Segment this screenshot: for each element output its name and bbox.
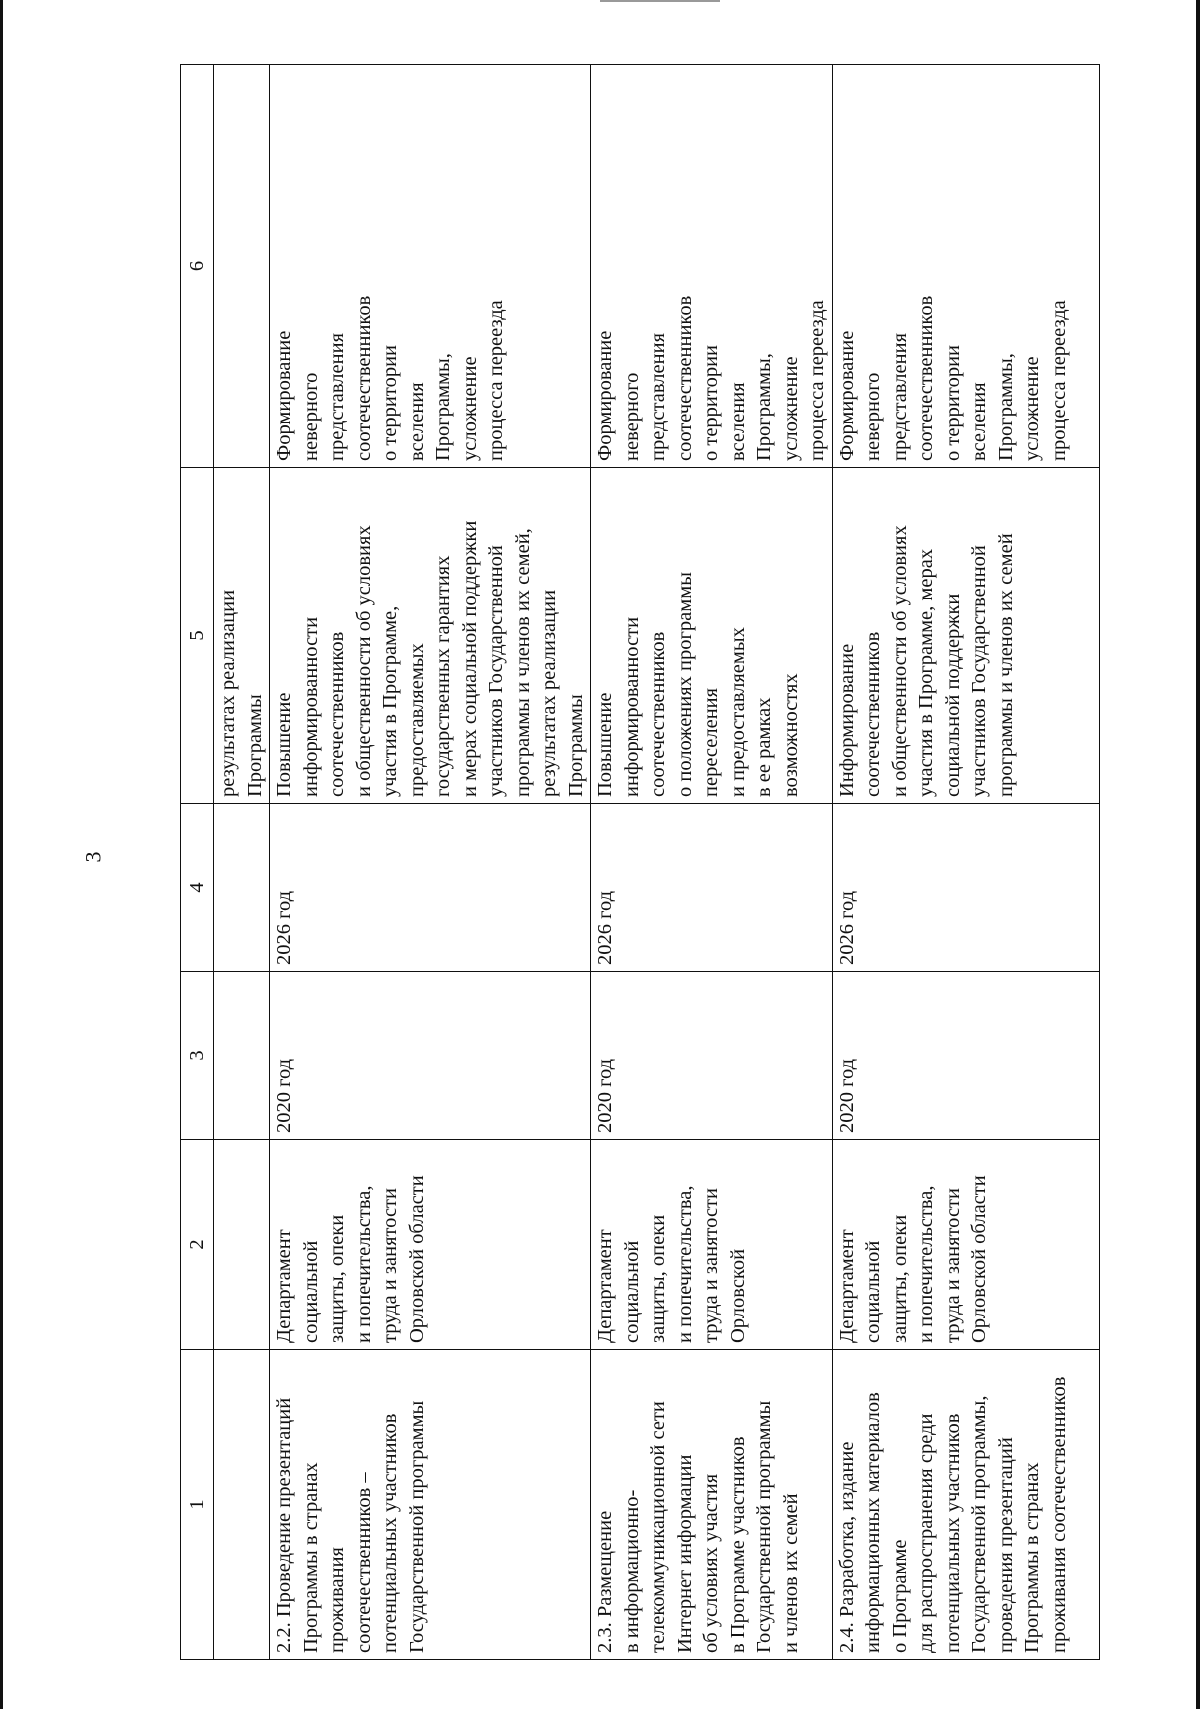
start-year-cell: 2020 год	[270, 972, 591, 1140]
measures-table	[180, 64, 1100, 1660]
start-year-cell: 2020 год	[832, 972, 1100, 1140]
end-year-cell: 2026 год	[591, 804, 833, 972]
column-header-5: 5	[181, 468, 214, 804]
column-header-2: 2	[181, 1140, 214, 1350]
result-cell: Повышение информированности соотечественников о положениях программы переселения и предоставляемых в ее рамках возможностях	[591, 468, 833, 804]
continuation-result-cell: результатах реализации Программы	[214, 468, 270, 804]
activity-cell: 2.2. Проведение презентаций Программы в странах проживания соотечественников – потенциальных участников Государственной программы	[270, 1350, 591, 1660]
result-cell: Повышение информированности соотечественников и общественности об условиях участия в Программе, предоставляемых государственных гарантиях и мерах социальной поддержки участников Государственной программы и членов их семей, результатах реализации Программы	[270, 468, 591, 804]
table-row	[270, 65, 591, 1660]
column-header-6: 6	[181, 65, 214, 468]
continuation-cell-3	[214, 972, 270, 1140]
executor-cell: Департамент социальной защиты, опеки и попечительства, труда и занятости Орловской области	[832, 1140, 1100, 1350]
activity-cell: 2.4. Разработка, издание информационных материалов о Программе для распространения среди потенциальных участников Государственной программы, проведения презентаций Программы в странах проживания соотечественников	[832, 1350, 1100, 1660]
scan-border-left	[0, 0, 3, 1709]
scan-border-right	[1196, 0, 1200, 1709]
result-cell: Информирование соотечественников и общественности об условиях участия в Программе, мерах социальной поддержки участников Государственной программы и членов их семей	[832, 468, 1100, 804]
executor-cell: Департамент социальной защиты, опеки и попечительства, труда и занятости Орловской области	[270, 1140, 591, 1350]
end-year-cell: 2026 год	[832, 804, 1100, 972]
column-header-4: 4	[181, 804, 214, 972]
table-row	[832, 65, 1100, 1660]
risk-cell: Формирование неверного представления соотечественников о территории вселения Программы, усложнение процесса переезда	[591, 65, 833, 468]
end-year-cell: 2026 год	[270, 804, 591, 972]
continuation-cell-4	[214, 804, 270, 972]
rotated-sheet	[180, 65, 1100, 1660]
risk-cell: Формирование неверного представления соотечественников о территории вселения Программы, усложнение процесса переезда	[270, 65, 591, 468]
header-row	[181, 65, 214, 1660]
continuation-cell-2	[214, 1140, 270, 1350]
page-number: 3	[80, 851, 106, 863]
risk-cell: Формирование неверного представления соотечественников о территории вселения Программы, усложнение процесса переезда	[832, 65, 1100, 468]
table-row	[591, 65, 833, 1660]
executor-cell: Департамент социальной защиты, опеки и попечительства, труда и занятости Орловской	[591, 1140, 833, 1350]
continuation-cell-1	[214, 1350, 270, 1660]
scan-artifact-top	[600, 0, 720, 2]
continuation-cell-6	[214, 65, 270, 468]
column-header-3: 3	[181, 972, 214, 1140]
activity-cell: 2.3. Размещение в информационно- телекоммуникационной сети Интернет информации об условиях участия в Программе участников Государственной программы и членов их семей	[591, 1350, 833, 1660]
column-header-1: 1	[181, 1350, 214, 1660]
continuation-row	[214, 65, 270, 1660]
start-year-cell: 2020 год	[591, 972, 833, 1140]
